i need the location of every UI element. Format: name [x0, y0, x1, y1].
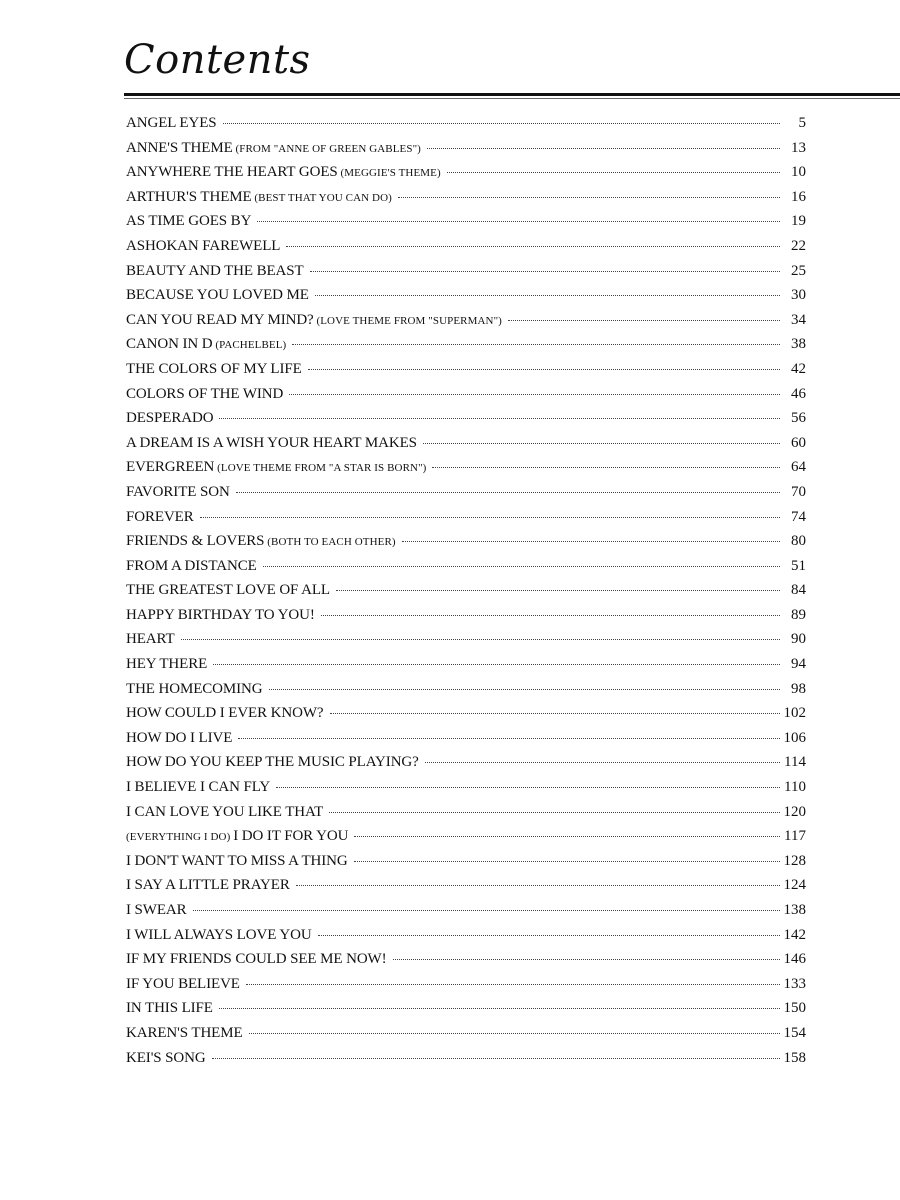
toc-entry-title	[126, 164, 441, 181]
dot-leader	[181, 639, 780, 640]
toc-entry-main: FRIENDS & LOVERS	[126, 533, 265, 550]
toc-entry-title	[126, 927, 312, 944]
toc-entry[interactable]	[126, 1050, 806, 1075]
toc-entry-main: IN THIS LIFE	[126, 1000, 213, 1017]
toc-entry-page: 94	[791, 656, 806, 673]
toc-entry-page: 42	[791, 360, 806, 377]
dot-leader	[193, 910, 780, 911]
toc-entry-title	[126, 410, 213, 427]
toc-entry-page: 142	[783, 926, 806, 943]
toc-entry-page: 64	[791, 459, 806, 476]
toc-entry[interactable]	[126, 410, 806, 435]
toc-entry-page: 80	[791, 533, 806, 550]
toc-entry-page: 46	[791, 385, 806, 402]
toc-entry-main: I DO IT FOR YOU	[233, 828, 349, 845]
toc-entry-main: I BELIEVE I CAN FLY	[126, 779, 271, 796]
toc-entry[interactable]	[126, 853, 806, 878]
toc-entry-main: BEAUTY AND THE BEAST	[126, 262, 304, 279]
toc-entry-page: 30	[791, 287, 806, 304]
toc-entry-page: 146	[783, 951, 806, 968]
dot-leader	[329, 812, 779, 813]
dot-leader	[447, 172, 780, 173]
toc-entry-main: I SAY A LITTLE PRAYER	[126, 877, 290, 894]
toc-entry-page: 90	[791, 631, 806, 648]
toc-entry-title	[126, 386, 283, 403]
dot-leader	[310, 271, 780, 272]
toc-entry-title	[126, 804, 323, 821]
toc-entry-page: 74	[791, 508, 806, 525]
toc-entry-page: 106	[783, 729, 806, 746]
toc-entry-title	[126, 730, 232, 747]
toc-entry-page: 38	[791, 336, 806, 353]
toc-entry-title	[126, 484, 230, 501]
toc-entry[interactable]	[126, 705, 806, 730]
toc-entry[interactable]	[126, 459, 806, 484]
toc-entry[interactable]	[126, 435, 806, 460]
dot-leader	[423, 443, 780, 444]
toc-entry-page: 25	[791, 262, 806, 279]
toc-entry-subtitle: (BOTH TO EACH OTHER)	[264, 536, 396, 549]
toc-entry[interactable]	[126, 115, 806, 140]
toc-entry-main: THE GREATEST LOVE OF ALL	[126, 582, 330, 599]
toc-entry-title	[126, 1025, 243, 1042]
toc-entry-page: 102	[783, 705, 806, 722]
heading-rule	[124, 93, 900, 96]
dot-leader	[296, 885, 780, 886]
toc-entry-main: I SWEAR	[126, 902, 187, 918]
toc-entry[interactable]	[126, 1025, 806, 1050]
toc-entry-main: KAREN'S THEME	[126, 1024, 243, 1041]
toc-entry[interactable]	[126, 189, 806, 214]
toc-entry-page: 120	[783, 803, 806, 820]
toc-entry-subtitle: (PACHELBEL)	[212, 339, 287, 352]
toc-entry-title	[126, 779, 270, 796]
dot-leader	[508, 320, 780, 321]
toc-entry-title	[126, 681, 263, 698]
heading-rule-thin	[124, 98, 900, 99]
toc-entry-page: 154	[783, 1024, 806, 1041]
table-of-contents	[126, 115, 806, 1074]
dot-leader	[321, 615, 780, 616]
dot-leader	[219, 418, 780, 419]
toc-entry-title	[126, 705, 324, 722]
toc-entry-title	[126, 902, 187, 919]
toc-entry-page: 150	[783, 1000, 806, 1017]
toc-entry-subtitle: (MEGGIE'S THEME)	[337, 167, 441, 180]
toc-entry[interactable]	[126, 312, 806, 337]
toc-entry-main: ANGEL EYES	[126, 115, 217, 131]
dot-leader	[308, 369, 780, 370]
toc-entry-title	[126, 828, 348, 845]
toc-entry-main: KEI'S SONG	[126, 1049, 206, 1066]
toc-entry-title	[126, 853, 348, 870]
toc-entry-title	[126, 582, 330, 599]
toc-entry-main: ARTHUR'S THEME	[126, 188, 252, 205]
dot-leader	[263, 566, 780, 567]
dot-leader	[315, 295, 780, 296]
toc-entry-main: I CAN LOVE YOU LIKE THAT	[126, 803, 324, 820]
toc-entry-subtitle: (BEST THAT YOU CAN DO)	[251, 191, 392, 204]
toc-entry-page: 70	[791, 483, 806, 500]
toc-entry-main: HOW DO I LIVE	[126, 729, 233, 746]
toc-entry-title	[126, 140, 421, 157]
toc-entry-page: 128	[783, 852, 806, 869]
toc-entry-page: 5	[798, 115, 806, 131]
toc-entry-title	[126, 976, 240, 993]
dot-leader	[336, 590, 780, 591]
toc-entry-title	[126, 1000, 213, 1017]
toc-entry[interactable]	[126, 804, 806, 829]
toc-entry[interactable]	[126, 361, 806, 386]
toc-entry-page: 89	[791, 606, 806, 623]
toc-entry-main: IF YOU BELIEVE	[126, 975, 240, 992]
dot-leader	[318, 935, 780, 936]
toc-entry-main: FOREVER	[126, 508, 194, 525]
dot-leader	[427, 148, 780, 149]
toc-entry[interactable]	[126, 213, 806, 238]
dot-leader	[286, 246, 780, 247]
toc-entry-page: 56	[791, 410, 806, 427]
toc-entry[interactable]	[126, 902, 806, 927]
toc-entry-title	[126, 951, 387, 968]
dot-leader	[246, 984, 780, 985]
toc-entry-page: 22	[791, 237, 806, 254]
toc-entry[interactable]	[126, 927, 806, 952]
toc-entry-page: 16	[791, 188, 806, 205]
toc-entry[interactable]	[126, 951, 806, 976]
toc-entry-subtitle: (LOVE THEME FROM "SUPERMAN")	[313, 314, 502, 327]
toc-entry-main: FAVORITE SON	[126, 483, 230, 500]
toc-entry-page: 133	[783, 975, 806, 992]
toc-entry-title	[126, 1050, 206, 1067]
toc-entry-main: CAN YOU READ MY MIND?	[126, 311, 314, 328]
toc-entry-page: 158	[783, 1049, 806, 1066]
toc-entry-page: 60	[791, 434, 806, 451]
toc-entry-title	[126, 459, 426, 476]
toc-entry-main: HOW COULD I EVER KNOW?	[126, 705, 324, 722]
toc-entry-title	[126, 312, 502, 329]
toc-entry-title	[126, 509, 194, 526]
dot-leader	[213, 664, 780, 665]
toc-entry-title	[126, 287, 309, 304]
toc-entry-title	[126, 631, 175, 648]
toc-entry-page: 84	[791, 582, 806, 599]
dot-leader	[269, 689, 780, 690]
toc-entry-main: ANNE'S THEME	[126, 139, 233, 156]
toc-entry-title	[126, 435, 417, 452]
toc-entry-prefix: (EVERYTHING I DO)	[126, 831, 234, 844]
toc-entry[interactable]	[126, 730, 806, 755]
dot-leader	[257, 221, 780, 222]
toc-entry-subtitle: (FROM "ANNE OF GREEN GABLES")	[232, 142, 421, 155]
toc-entry-title	[126, 263, 304, 280]
toc-entry-main: COLORS OF THE WIND	[126, 385, 284, 402]
dot-leader	[425, 762, 780, 763]
toc-entry[interactable]	[126, 1000, 806, 1025]
toc-entry-page: 114	[784, 754, 806, 771]
toc-entry-subtitle: (LOVE THEME FROM "A STAR IS BORN")	[214, 462, 427, 475]
toc-entry-title	[126, 877, 290, 894]
toc-entry-page: 117	[784, 828, 806, 845]
toc-entry[interactable]	[126, 631, 806, 656]
dot-leader	[393, 959, 780, 960]
toc-entry-title	[126, 607, 315, 624]
toc-entry[interactable]	[126, 582, 806, 607]
toc-entry[interactable]	[126, 656, 806, 681]
toc-entry[interactable]	[126, 336, 806, 361]
dot-leader	[223, 123, 780, 124]
toc-entry-title	[126, 656, 207, 673]
toc-entry[interactable]	[126, 484, 806, 509]
toc-entry-title	[126, 189, 392, 206]
dot-leader	[354, 861, 780, 862]
page-title: Contents	[124, 37, 311, 83]
toc-entry-main: BECAUSE YOU LOVED ME	[126, 287, 309, 304]
toc-entry-page: 34	[791, 311, 806, 328]
toc-entry[interactable]	[126, 681, 806, 706]
toc-entry[interactable]	[126, 287, 806, 312]
toc-entry-main: THE COLORS OF MY LIFE	[126, 360, 302, 377]
toc-entry-main: HOW DO YOU KEEP THE MUSIC PLAYING?	[126, 754, 419, 771]
dot-leader	[398, 197, 780, 198]
dot-leader	[219, 1008, 780, 1009]
toc-entry[interactable]	[126, 607, 806, 632]
toc-entry[interactable]	[126, 558, 806, 583]
toc-entry-title	[126, 754, 419, 771]
toc-entry-page: 13	[791, 139, 806, 156]
toc-entry-main: HAPPY BIRTHDAY TO YOU!	[126, 606, 315, 623]
toc-entry-title	[126, 533, 396, 550]
toc-entry-main: I WILL ALWAYS LOVE YOU	[126, 926, 312, 943]
toc-entry-page: 51	[791, 557, 806, 574]
toc-entry-main: ANYWHERE THE HEART GOES	[126, 164, 338, 181]
dot-leader	[289, 394, 780, 395]
toc-entry[interactable]	[126, 509, 806, 534]
toc-entry[interactable]	[126, 140, 806, 165]
toc-entry-main: DESPERADO	[126, 410, 214, 427]
dot-leader	[249, 1033, 780, 1034]
toc-entry[interactable]	[126, 779, 806, 804]
toc-entry-main: HEY THERE	[126, 656, 208, 673]
toc-entry[interactable]	[126, 238, 806, 263]
toc-entry-main: EVERGREEN	[126, 459, 215, 476]
toc-entry[interactable]	[126, 976, 806, 1001]
dot-leader	[276, 787, 780, 788]
toc-entry-page: 110	[784, 779, 806, 796]
dot-leader	[432, 467, 780, 468]
dot-leader	[236, 492, 780, 493]
toc-entry[interactable]	[126, 533, 806, 558]
toc-entry-title	[126, 238, 280, 255]
toc-entry[interactable]	[126, 263, 806, 288]
toc-entry[interactable]	[126, 877, 806, 902]
toc-entry-page: 19	[791, 213, 806, 230]
toc-entry-page: 98	[791, 680, 806, 697]
toc-entry-title	[126, 336, 286, 353]
toc-entry-page: 10	[791, 164, 806, 181]
toc-entry-main: CANON IN D	[126, 336, 213, 353]
toc-entry[interactable]	[126, 754, 806, 779]
dot-leader	[292, 344, 780, 345]
toc-entry[interactable]	[126, 164, 806, 189]
dot-leader	[402, 541, 780, 542]
dot-leader	[238, 738, 779, 739]
toc-entry-main: AS TIME GOES BY	[126, 213, 252, 230]
toc-entry-page: 124	[783, 877, 806, 894]
dot-leader	[200, 517, 780, 518]
toc-entry-main: IF MY FRIENDS COULD SEE ME NOW!	[126, 951, 387, 968]
toc-entry[interactable]	[126, 386, 806, 411]
toc-entry[interactable]	[126, 828, 806, 853]
dot-leader	[212, 1058, 780, 1059]
dot-leader	[330, 713, 780, 714]
toc-entry-title	[126, 213, 251, 230]
toc-entry-main: HEART	[126, 631, 175, 648]
toc-entry-title	[126, 115, 217, 132]
dot-leader	[354, 836, 780, 837]
toc-entry-main: ASHOKAN FAREWELL	[126, 237, 281, 254]
toc-entry-main: THE HOMECOMING	[126, 680, 263, 697]
toc-entry-main: FROM A DISTANCE	[126, 557, 257, 574]
toc-entry-main: I DON'T WANT TO MISS A THING	[126, 852, 348, 869]
toc-entry-title	[126, 558, 257, 575]
toc-entry-main: A DREAM IS A WISH YOUR HEART MAKES	[126, 434, 417, 451]
toc-entry-title	[126, 361, 302, 378]
toc-entry-page: 138	[783, 902, 806, 918]
